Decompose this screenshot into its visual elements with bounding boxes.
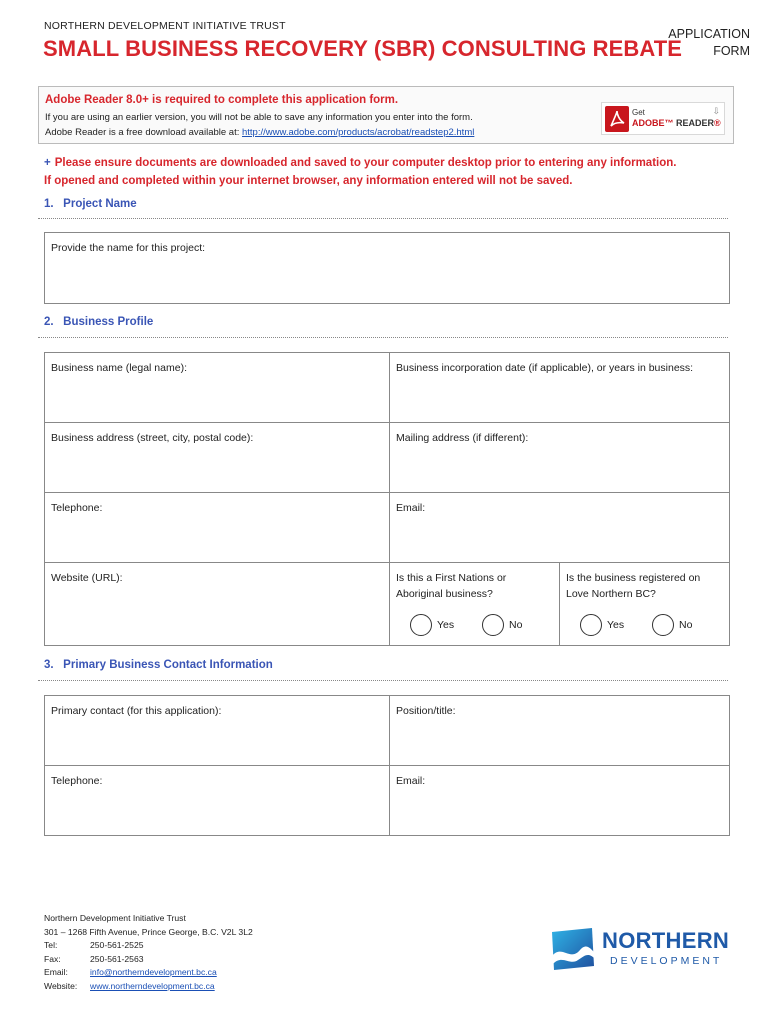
website-field[interactable]: [44, 562, 390, 646]
first-nations-no-label: No: [509, 619, 523, 631]
footer-email-row: Email: info@northerndevelopment.bc.ca: [44, 966, 253, 980]
free-download-text: [45, 127, 474, 138]
position-title-label: Position/title:: [396, 705, 456, 717]
incorporation-date-field[interactable]: [389, 352, 730, 423]
mailing-address-field[interactable]: [389, 422, 730, 493]
form-type: [668, 26, 750, 60]
mailing-address-label: Mailing address (if different):: [396, 432, 529, 444]
section2-rule: [38, 337, 728, 338]
business-name-field[interactable]: [44, 352, 390, 423]
section2-heading: 2. Business Profile: [44, 316, 154, 328]
first-nations-no-radio[interactable]: [482, 614, 504, 636]
organization-name: NORTHERN DEVELOPMENT INITIATIVE TRUST: [44, 20, 286, 32]
browser-warning: [44, 154, 676, 190]
love-northern-yes-radio[interactable]: [580, 614, 602, 636]
footer-email-link[interactable]: info@northerndevelopment.bc.ca: [90, 967, 217, 977]
earlier-version-text: If you are using an earlier version, you will not be able to save any information you enter into the form.: [45, 112, 473, 123]
love-northern-label: Is the business registered on Love Northern BC?: [566, 572, 701, 600]
adobe-download-link[interactable]: http://www.adobe.com/products/acrobat/readstep2.html: [242, 127, 475, 138]
section1-rule: [38, 218, 728, 219]
northern-development-logo: [548, 920, 738, 980]
warning-line2: If opened and completed within your internet browser, any information entered will not be saved.: [44, 175, 573, 187]
love-northern-yes-label: Yes: [607, 619, 625, 631]
first-nations-no-option[interactable]: [482, 614, 522, 636]
form-type-line2: FORM: [713, 44, 750, 58]
pdf-icon: [605, 106, 629, 132]
form-type-line1: APPLICATION: [668, 27, 750, 41]
primary-contact-field[interactable]: [44, 695, 390, 766]
logo-text-development: DEVELOPMENT: [610, 955, 723, 967]
adobe-notice: [38, 86, 734, 144]
footer-fax-row: Fax: 250-561-2563: [44, 953, 144, 964]
footer-org: Northern Development Initiative Trust: [44, 913, 186, 923]
love-northern-yes-option[interactable]: [580, 614, 624, 636]
project-name-field[interactable]: [44, 232, 730, 304]
business-address-field[interactable]: [44, 422, 390, 493]
free-download-prefix: Adobe Reader is a free download available at:: [45, 127, 242, 138]
business-address-label: Business address (street, city, postal code):: [51, 432, 254, 444]
page-title: SMALL BUSINESS RECOVERY (SBR) CONSULTING REBATE: [43, 36, 683, 61]
badge-adobe-reader-text: ADOBE™ READER®: [632, 118, 721, 128]
primary-contact-label: Primary contact (for this application):: [51, 705, 222, 717]
plus-icon: +: [44, 157, 51, 169]
website-label: Website (URL):: [51, 572, 123, 584]
love-northern-no-option[interactable]: [652, 614, 692, 636]
section3-heading: 3. Primary Business Contact Information: [44, 659, 273, 671]
first-nations-yes-radio[interactable]: [410, 614, 432, 636]
footer-tel-row: Tel: 250-561-2525: [44, 940, 144, 950]
contact-email-label: Email:: [396, 775, 426, 787]
footer-website-link[interactable]: www.northerndevelopment.bc.ca: [90, 980, 215, 991]
logo-text-northern: NORTHERN: [602, 928, 730, 953]
badge-get-text: Get: [632, 108, 645, 117]
business-name-label: Business name (legal name):: [51, 362, 187, 374]
contact-telephone-label: Telephone:: [51, 775, 103, 787]
section1-heading: 1. Project Name: [44, 198, 137, 210]
contact-telephone-field[interactable]: [44, 765, 390, 836]
get-adobe-reader-button[interactable]: [601, 102, 725, 135]
badge-reader: READER: [676, 118, 715, 128]
business-email-label: Email:: [396, 502, 426, 514]
love-northern-no-radio[interactable]: [652, 614, 674, 636]
download-arrow-icon: ⇩: [712, 106, 720, 116]
first-nations-yes-label: Yes: [437, 619, 455, 631]
warning-line1: + Please ensure documents are downloaded and saved to your computer desktop prior to entering any information.: [44, 157, 677, 169]
footer-address: 301 – 1268 Fifth Avenue, Prince George, B.C. V2L 3L2: [44, 926, 253, 937]
logo-mark-icon: [548, 926, 596, 972]
section3-rule: [38, 680, 728, 681]
business-telephone-label: Telephone:: [51, 502, 103, 514]
incorporation-date-label: Business incorporation date (if applicable), or years in business:: [396, 362, 694, 374]
footer-contact: [44, 912, 253, 993]
footer-website-row: Website: www.northerndevelopment.bc.ca: [44, 980, 253, 994]
adobe-requirement-text: Adobe Reader 8.0+ is required to complete this application form.: [45, 94, 399, 106]
position-title-field[interactable]: [389, 695, 730, 766]
first-nations-label: Is this a First Nations or Aboriginal business?: [396, 572, 507, 600]
love-northern-no-label: No: [679, 619, 693, 631]
badge-adobe: ADOBE: [632, 118, 665, 128]
business-telephone-field[interactable]: [44, 492, 390, 563]
contact-email-field[interactable]: [389, 765, 730, 836]
first-nations-yes-option[interactable]: [410, 614, 454, 636]
business-email-field[interactable]: [389, 492, 730, 563]
project-name-label: Provide the name for this project:: [51, 242, 206, 254]
